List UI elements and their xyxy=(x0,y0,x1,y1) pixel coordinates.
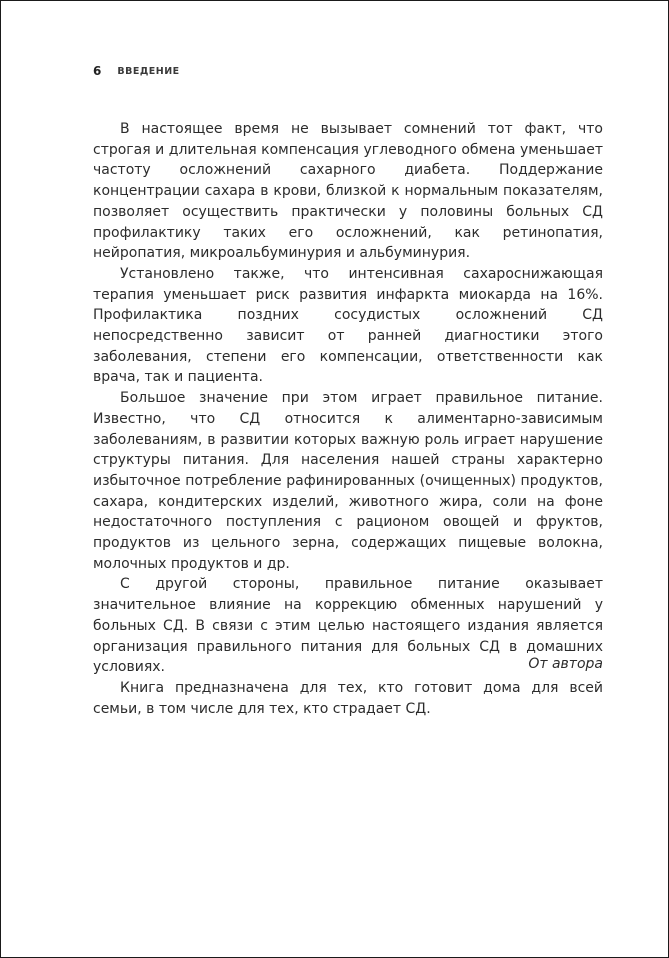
paragraph-2: Установлено также, что интенсивная сахароснижающая терапия уменьшает риск развития инфаркта миокарда на 16%. Профилактика поздних сосудистых осложнений СД непосредственно зависит от ранней диагностики этого заболевания, степени его компенсации, ответственности как врача, так и пациента. xyxy=(93,265,603,386)
page-number: 6 xyxy=(93,64,102,78)
paragraph-3: Большое значение при этом играет правильное питание. Известно, что СД относится к алиментарно-зависимым заболеваниям, в развитии которых важную роль играет нарушение структуры питания. Для населения нашей страны характерно избыточное потребление рафинированных (очищенных) продуктов, сахара, кондитерских изделий, животного жира, соли на фоне недостаточного поступления с рационом овощей и фруктов, продуктов из цельного зерна, содержащих пищевые волокна, молочных продуктов и др. xyxy=(93,390,603,572)
paragraph-1: В настоящее время не вызывает сомнений тот факт, что строгая и длительная компенсация углеводного обмена уменьшает частоту осложнений сахарного диабета. Поддержание концентрации сахара в крови, близкой к нормальным показателям, позволяет осуществить практически у половины больных СД профилактику таких его осложнений, как ретинопатия, нейропатия, микроальбуминурия и альбуминурия. xyxy=(93,121,603,262)
section-title: ВВЕДЕНИЕ xyxy=(117,65,180,77)
body-text xyxy=(93,119,603,719)
paragraph-5: Книга предназначена для тех, кто готовит дома для всей семьи, в том числе для тех, кто страдает СД. xyxy=(93,679,603,717)
running-header xyxy=(93,61,180,81)
author-signature: От автора xyxy=(528,656,603,672)
paragraph-4: С другой стороны, правильное питание оказывает значительное влияние на коррекцию обменных нарушений у больных СД. В связи с этим целью настоящего издания является организация правильного питания для больных СД в домашних условиях. xyxy=(93,576,603,676)
